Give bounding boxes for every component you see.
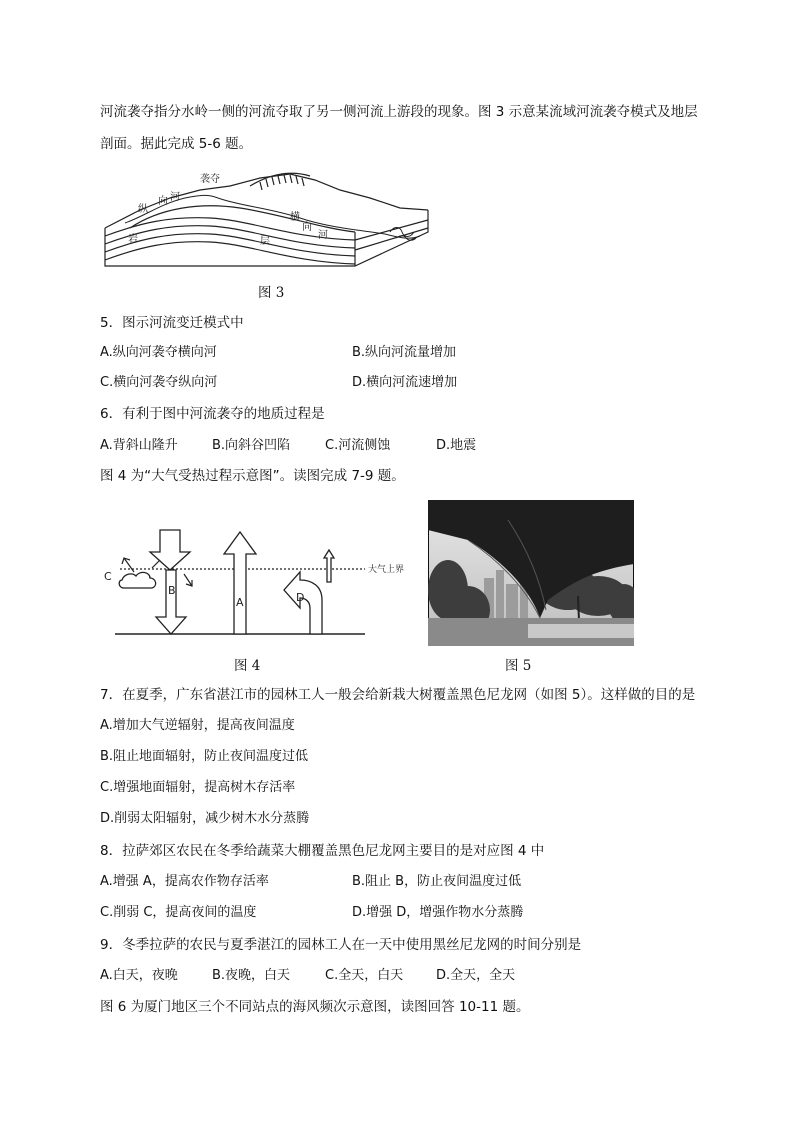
fig4-label-a: A [236,596,244,609]
q7-option-b: B.阻止地面辐射，防止夜间温度过低 [100,749,309,764]
q8-option-d: D.增强 D，增强作物水分蒸腾 [352,905,524,920]
intro-line-1: 河流袭夺指分水岭一侧的河流夺取了另一侧河流上游段的现象。图 3 示意某流域河流袭夺模式及地层 [100,104,698,120]
q8-option-a: A.增强 A，提高农作物存活率 [100,874,269,889]
figure-3-caption: 图 3 [258,285,285,301]
q9-option-c: C.全天，白天 [325,968,404,983]
fig3-label-ceng: 层 [260,236,270,247]
q5-option-b: B.纵向河流量增加 [352,345,457,360]
q6-option-c: C.河流侧蚀 [325,438,391,453]
fig3-label-capture: 袭夺 [200,174,220,185]
figure-5-caption: 图 5 [505,658,532,674]
fig3-label-heng: 横 [290,212,300,223]
fig4-label-top: 大气上界 [368,565,405,575]
fig4-intro: 图 4 为“大气受热过程示意图”。读图完成 7-9 题。 [100,468,405,484]
fig3-label-yan: 岩 [128,234,138,245]
figure-3-river-capture-diagram [100,168,430,270]
q8-option-b: B.阻止 B，防止夜间温度过低 [352,874,522,889]
fig3-label-xiang2: 向 [302,222,312,233]
fig4-label-b: B [168,584,176,597]
q9-option-a: A.白天，夜晚 [100,968,178,983]
fig4-label-d: D [296,591,305,604]
q9-stem: 9．冬季拉萨的农民与夏季湛江的园林工人在一天中使用黑丝尼龙网的时间分别是 [100,937,582,953]
intro-line-2: 剖面。据此完成 5-6 题。 [100,136,253,152]
q7-option-a: A.增加大气逆辐射，提高夜间温度 [100,718,295,733]
q8-stem: 8．拉萨郊区农民在冬季给蔬菜大棚覆盖黑色尼龙网主要目的是对应图 4 中 [100,843,545,859]
q5-option-d: D.横向河流速增加 [352,375,458,390]
q7-option-c: C.增强地面辐射，提高树木存活率 [100,780,296,795]
fig3-label-xiang1: 向 [158,196,168,207]
q7-stem: 7．在夏季，广东省湛江市的园林工人一般会给新栽大树覆盖黑色尼龙网（如图 5）。这样做的目的是 [100,687,696,703]
q8-option-c: C.削弱 C，提高夜间的温度 [100,905,257,920]
fig3-label-he1: 河 [170,192,180,203]
q9-option-b: B.夜晚，白天 [212,968,291,983]
q5-option-c: C.横向河袭夺纵向河 [100,375,218,390]
q7-option-d: D.削弱太阳辐射，减少树木水分蒸腾 [100,811,310,826]
figure-4-atmospheric-heating-diagram [100,502,420,642]
q6-option-d: D.地震 [436,438,477,453]
fig6-intro: 图 6 为厦门地区三个不同站点的海风频次示意图，读图回答 10-11 题。 [100,999,530,1015]
q9-option-d: D.全天，全天 [436,968,516,983]
q6-option-a: A.背斜山隆升 [100,438,178,453]
fig4-label-c: C [104,570,112,583]
q6-stem: 6．有利于图中河流袭夺的地质过程是 [100,406,325,422]
figure-5-photo-shade-net [428,500,634,646]
fig3-label-zong: 纵 [138,204,148,215]
q5-stem: 5．图示河流变迁模式中 [100,315,244,331]
fig3-label-he2: 河 [318,230,328,241]
figure-4-caption: 图 4 [234,658,261,674]
q6-option-b: B.向斜谷凹陷 [212,438,291,453]
q5-option-a: A.纵向河袭夺横向河 [100,345,217,360]
